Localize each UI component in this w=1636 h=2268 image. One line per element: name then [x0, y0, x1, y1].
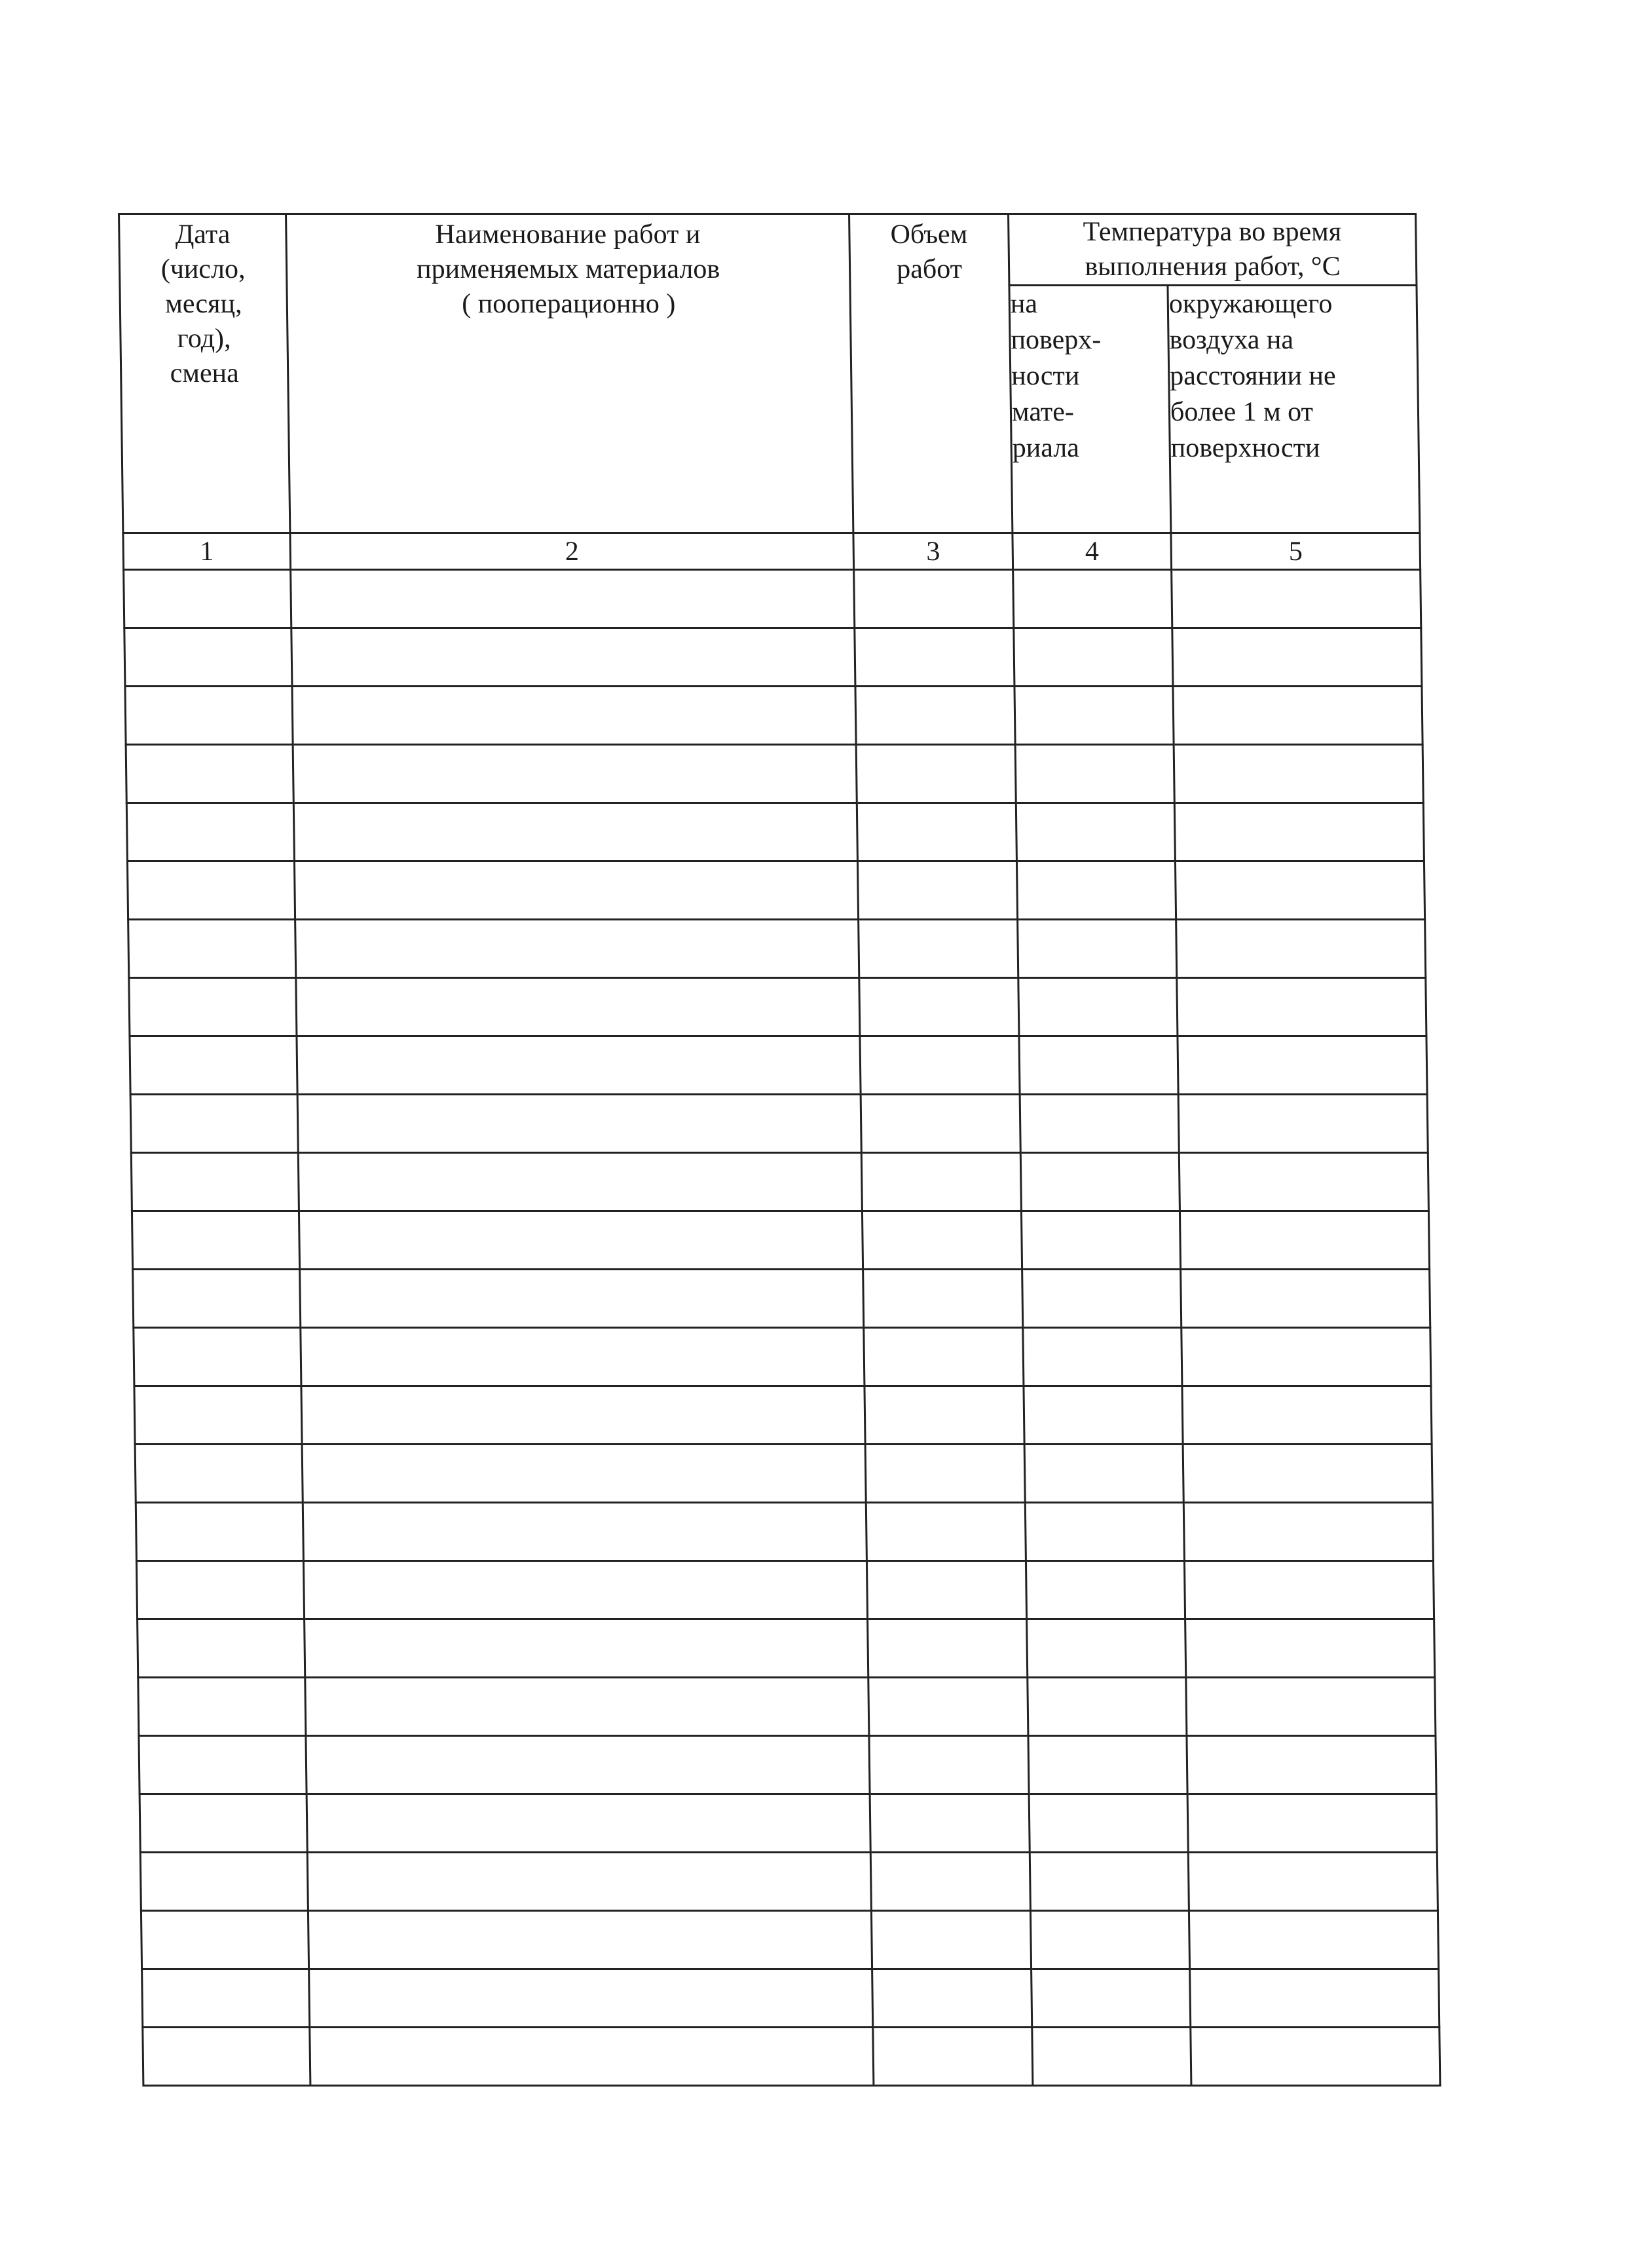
table-cell: [1174, 745, 1423, 803]
table-row: [124, 570, 1421, 628]
table-cell: [1014, 687, 1174, 745]
table-row: [124, 628, 1422, 687]
table-row: [129, 978, 1426, 1036]
table-cell: [855, 628, 1014, 687]
table-row: [142, 1969, 1440, 2028]
table-cell: [1172, 570, 1421, 628]
header-temperature-group: Температура во время выполнения работ, °С: [1009, 214, 1417, 286]
table-row: [140, 1853, 1438, 1911]
table-cell: [855, 687, 1015, 745]
table-cell: [1024, 1445, 1183, 1503]
table-cell: [136, 1561, 304, 1619]
table-row: [134, 1328, 1431, 1386]
table-cell: [128, 920, 296, 978]
table-cell: [297, 1036, 861, 1095]
table-row: [127, 861, 1424, 920]
table-cell: [132, 1211, 299, 1270]
table-cell: [1188, 1853, 1438, 1911]
table-cell: [300, 1270, 864, 1328]
header-surface-temperature: на поверх- ности мате- риала: [1009, 286, 1171, 533]
table-cell: [127, 861, 295, 920]
table-cell: [1183, 1445, 1432, 1503]
table-cell: [1027, 1619, 1186, 1678]
table-row: [131, 1153, 1428, 1211]
table-cell: [864, 1386, 1024, 1445]
table-cell: [1190, 1969, 1440, 2028]
table-cell: [861, 1095, 1020, 1153]
table-row: [126, 745, 1423, 803]
table-cell: [868, 1619, 1028, 1678]
column-number-row: [123, 533, 1421, 570]
table-cell: [1016, 861, 1176, 920]
table-row: [135, 1445, 1432, 1503]
header-date: Дата (число, месяц, год), смена: [119, 214, 290, 533]
table-cell: [126, 745, 293, 803]
table-row: [136, 1503, 1433, 1561]
table-cell: [303, 1503, 866, 1561]
table-cell: [134, 1386, 302, 1445]
table-cell: [299, 1211, 863, 1270]
table-cell: [307, 1794, 870, 1853]
table-cell: [1030, 1911, 1189, 1969]
header-volume: Объем работ: [849, 214, 1013, 533]
table-cell: [866, 1503, 1026, 1561]
table-cell: [865, 1445, 1025, 1503]
table-cell: [1019, 1036, 1178, 1095]
table-row: [130, 1036, 1427, 1095]
table-row: [134, 1386, 1432, 1445]
table-cell: [1174, 803, 1424, 861]
table-cell: [310, 2028, 874, 2086]
header-work-name: Наименование работ и применяемых материалов ( пооперационно ): [286, 214, 853, 533]
table-cell: [134, 1328, 301, 1386]
table-cell: [1176, 920, 1426, 978]
table-cell: [1032, 2028, 1191, 2086]
table-row: [136, 1561, 1434, 1619]
table-cell: [1178, 1095, 1428, 1153]
table-cell: [871, 1911, 1031, 1969]
table-cell: [291, 570, 855, 628]
table-cell: [1179, 1153, 1428, 1211]
table-cell: [309, 1969, 873, 2028]
table-cell: [295, 920, 859, 978]
table-cell: [307, 1853, 871, 1911]
table-cell: [1028, 1736, 1187, 1794]
table-cell: [1186, 1678, 1436, 1736]
table-cell: [293, 745, 857, 803]
table-cell: [141, 1911, 308, 1969]
table-cell: [142, 1969, 310, 2028]
table-cell: [864, 1328, 1024, 1386]
table-cell: [1182, 1386, 1432, 1445]
table-cell: [868, 1678, 1028, 1736]
table-cell: [1024, 1386, 1183, 1445]
table-cell: [1029, 1794, 1188, 1853]
table-cell: [1020, 1153, 1180, 1211]
table-row: [141, 1911, 1438, 1969]
work-log-table: [118, 213, 1441, 2087]
table-cell: [129, 978, 297, 1036]
table-cell: [862, 1211, 1022, 1270]
column-number: 4: [1013, 533, 1172, 570]
column-number: 2: [290, 533, 854, 570]
table-cell: [1181, 1270, 1430, 1328]
table-cell: [1181, 1328, 1431, 1386]
table-cell: [870, 1794, 1030, 1853]
table-cell: [1018, 978, 1178, 1036]
work-log-form: [118, 213, 1440, 2103]
table-row: [138, 1678, 1436, 1736]
table-cell: [1178, 1036, 1427, 1095]
table-cell: [1184, 1561, 1434, 1619]
table-cell: [126, 803, 294, 861]
table-cell: [1018, 920, 1177, 978]
table-cell: [866, 1561, 1026, 1619]
table-cell: [139, 1736, 307, 1794]
table-cell: [1020, 1095, 1179, 1153]
column-number: 5: [1171, 533, 1421, 570]
table-cell: [1023, 1328, 1182, 1386]
table-cell: [854, 570, 1014, 628]
table-cell: [870, 1853, 1030, 1911]
table-cell: [131, 1153, 299, 1211]
header-ambient-temperature: окружающего воздуха на расстоянии не более 1 м от поверхности: [1168, 286, 1420, 533]
table-cell: [1026, 1561, 1185, 1619]
table-cell: [308, 1911, 872, 1969]
table-cell: [305, 1619, 868, 1678]
table-row: [128, 920, 1426, 978]
table-cell: [1177, 978, 1426, 1036]
table-cell: [1016, 803, 1175, 861]
table-cell: [1032, 1969, 1191, 2028]
column-number: 3: [853, 533, 1013, 570]
table-cell: [861, 1153, 1021, 1211]
table-cell: [1013, 570, 1172, 628]
table-cell: [138, 1619, 305, 1678]
table-cell: [296, 978, 860, 1036]
table-row: [133, 1270, 1430, 1328]
table-cell: [1025, 1503, 1184, 1561]
table-cell: [298, 1153, 862, 1211]
table-cell: [301, 1328, 864, 1386]
table-cell: [133, 1270, 301, 1328]
table-cell: [860, 1036, 1020, 1095]
table-cell: [1173, 687, 1422, 745]
table-cell: [130, 1036, 297, 1095]
table-cell: [873, 2028, 1033, 2086]
table-cell: [136, 1503, 303, 1561]
table-cell: [859, 978, 1019, 1036]
table-cell: [293, 803, 857, 861]
table-cell: [1175, 861, 1424, 920]
table-cell: [1189, 1911, 1438, 1969]
table-cell: [143, 2028, 310, 2086]
table-cell: [857, 803, 1016, 861]
table-cell: [1014, 628, 1173, 687]
table-cell: [872, 1969, 1032, 2028]
table-cell: [1172, 628, 1422, 687]
table-cell: [1028, 1678, 1187, 1736]
table-row: [139, 1794, 1437, 1853]
table-cell: [306, 1736, 870, 1794]
table-cell: [294, 861, 858, 920]
table-cell: [869, 1736, 1029, 1794]
table-cell: [1191, 2028, 1440, 2086]
table-cell: [138, 1678, 306, 1736]
table-cell: [859, 920, 1018, 978]
table-cell: [1187, 1794, 1437, 1853]
table-cell: [1180, 1211, 1429, 1270]
table-cell: [297, 1095, 861, 1153]
table-row: [132, 1211, 1429, 1270]
table-cell: [292, 687, 856, 745]
table-row: [139, 1736, 1436, 1794]
table-cell: [139, 1794, 307, 1853]
table-row: [130, 1095, 1428, 1153]
table-cell: [1030, 1853, 1189, 1911]
table-row: [143, 2028, 1440, 2086]
table-cell: [125, 687, 293, 745]
table-cell: [301, 1386, 865, 1445]
table-cell: [124, 628, 292, 687]
table-cell: [135, 1445, 303, 1503]
table-cell: [1021, 1211, 1180, 1270]
table-cell: [124, 570, 291, 628]
table-cell: [856, 745, 1016, 803]
table-cell: [1022, 1270, 1181, 1328]
table-cell: [291, 628, 855, 687]
table-cell: [130, 1095, 298, 1153]
table-cell: [1185, 1619, 1435, 1678]
table-cell: [1183, 1503, 1433, 1561]
table-cell: [857, 861, 1017, 920]
table-row: [125, 687, 1422, 745]
table-row: [138, 1619, 1435, 1678]
table-row: [126, 803, 1424, 861]
column-number: 1: [123, 533, 291, 570]
table-cell: [140, 1853, 308, 1911]
table-cell: [1187, 1736, 1436, 1794]
table-cell: [1015, 745, 1174, 803]
table-cell: [305, 1678, 869, 1736]
table-cell: [863, 1270, 1023, 1328]
header-row-top: [119, 214, 1417, 286]
table-cell: [302, 1445, 866, 1503]
table-cell: [303, 1561, 867, 1619]
